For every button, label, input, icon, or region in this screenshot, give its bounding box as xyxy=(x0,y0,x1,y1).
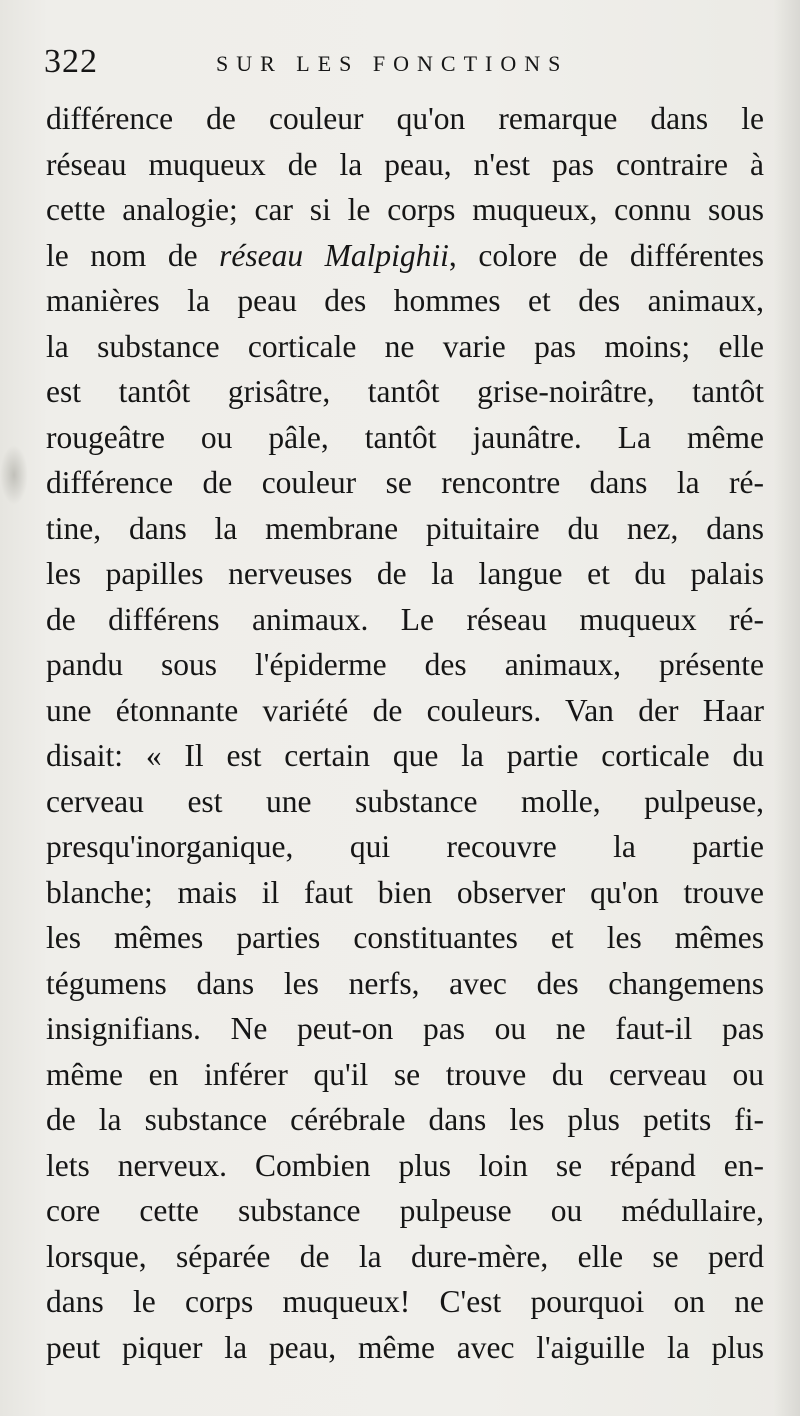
italic-term: réseau Malpighii xyxy=(219,237,449,273)
text-line: blanche; mais il faut bien observer qu'on trouve xyxy=(46,874,764,910)
text-line: différence de couleur qu'on remarque dans le xyxy=(46,101,764,136)
text-line: tine, dans la membrane pituitaire du nez, dans xyxy=(46,510,764,546)
page-number: 322 xyxy=(44,43,98,80)
text-line: même en inférer qu'il se trouve du cerveau ou xyxy=(46,1056,764,1092)
page-header xyxy=(44,40,764,84)
text-line: core cette substance pulpeuse ou médullaire, xyxy=(46,1193,764,1228)
text-line: cette analogie; car si le corps muqueux, connu sous xyxy=(46,192,764,227)
paper-stain xyxy=(0,445,28,505)
text-line: de différens animaux. Le réseau muqueux ré- xyxy=(46,601,764,637)
text-line: peut piquer la peau, même avec l'aiguille la plus xyxy=(46,1329,764,1365)
text-line: de la substance cérébrale dans les plus petits fi- xyxy=(46,1102,764,1137)
text-line: insignifians. Ne peut-on pas ou ne faut-il pas xyxy=(46,1011,764,1046)
running-title: SUR LES FONCTIONS xyxy=(216,51,569,76)
body-text xyxy=(46,96,764,1370)
text-line: les papilles nerveuses de la langue et du palais xyxy=(46,556,764,591)
text-line: une étonnante variété de couleurs. Van der Haar xyxy=(46,692,764,728)
text-line: réseau muqueux de la peau, n'est pas contraire à xyxy=(46,146,764,182)
text-line: disait: « Il est certain que la partie corticale du xyxy=(46,738,764,773)
text-line: la substance corticale ne varie pas moins; elle xyxy=(46,328,764,364)
text-line: est tantôt grisâtre, tantôt grise-noirâtre, tantôt xyxy=(46,374,764,409)
text-line: pandu sous l'épiderme des animaux, présente xyxy=(46,647,764,682)
text-line: lorsque, séparée de la dure-mère, elle se perd xyxy=(46,1238,764,1274)
text-line: cerveau est une substance molle, pulpeuse, xyxy=(46,783,764,819)
text-line: tégumens dans les nerfs, avec des changemens xyxy=(46,965,764,1001)
text-line: dans le corps muqueux! C'est pourquoi on ne xyxy=(46,1284,764,1319)
text-line: lets nerveux. Combien plus loin se répand en- xyxy=(46,1147,764,1183)
text-line: le nom de réseau Malpighii, colore de différentes xyxy=(46,237,764,273)
text-line: différence de couleur se rencontre dans la ré- xyxy=(46,465,764,500)
text-line: les mêmes parties constituantes et les mêmes xyxy=(46,920,764,955)
text-line: manières la peau des hommes et des animaux, xyxy=(46,283,764,318)
page-edge-shadow xyxy=(774,0,800,1416)
text-line: rougeâtre ou pâle, tantôt jaunâtre. La même xyxy=(46,419,764,455)
text-line: presqu'inorganique, qui recouvre la partie xyxy=(46,829,764,864)
